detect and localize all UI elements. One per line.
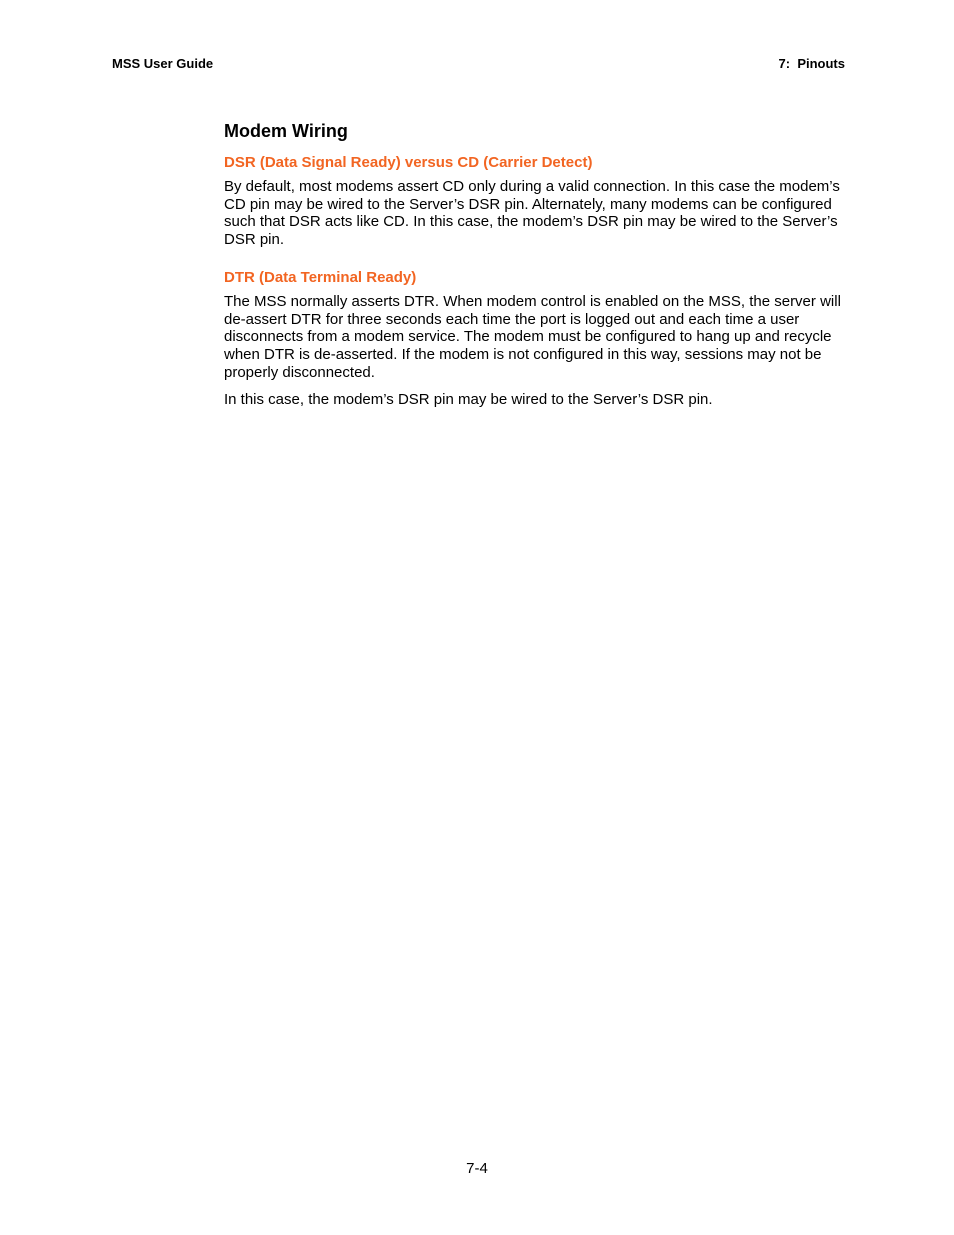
section-title: Modem Wiring [224,121,348,141]
running-header-chapter: 7: Pinouts [778,56,845,71]
subheading-dtr: DTR (Data Terminal Ready) [224,268,417,286]
paragraph-dtr: The MSS normally asserts DTR. When modem control is enabled on the MSS, the server will de-assert DTR for three seconds each time the port is logged out and each time a user disconnects from a modem service. The modem must be configured to hang up and recycle when DTR is de-asserted. If the modem is not configured in this way, sessions may not be properly disconnected. [224,292,841,381]
running-header-title: MSS User Guide [112,56,214,71]
paragraph-dtr-note: In this case, the modem’s DSR pin may be wired to the Server’s DSR pin. [224,391,713,409]
page-number: 7-4 [466,1160,488,1177]
paragraph-dsr-vs-cd: By default, most modems assert CD only during a valid connection. In this case the modem’s CD pin may be wired to the Server’s DSR pin. Alternately, many modems can be configured such that DSR acts like CD. In this case, the modem’s DSR pin may be wired to the Server’s DSR pin. [224,178,840,249]
page-content [224,120,846,426]
subheading-dsr-vs-cd: DSR (Data Signal Ready) versus CD (Carrier Detect) [224,154,593,171]
